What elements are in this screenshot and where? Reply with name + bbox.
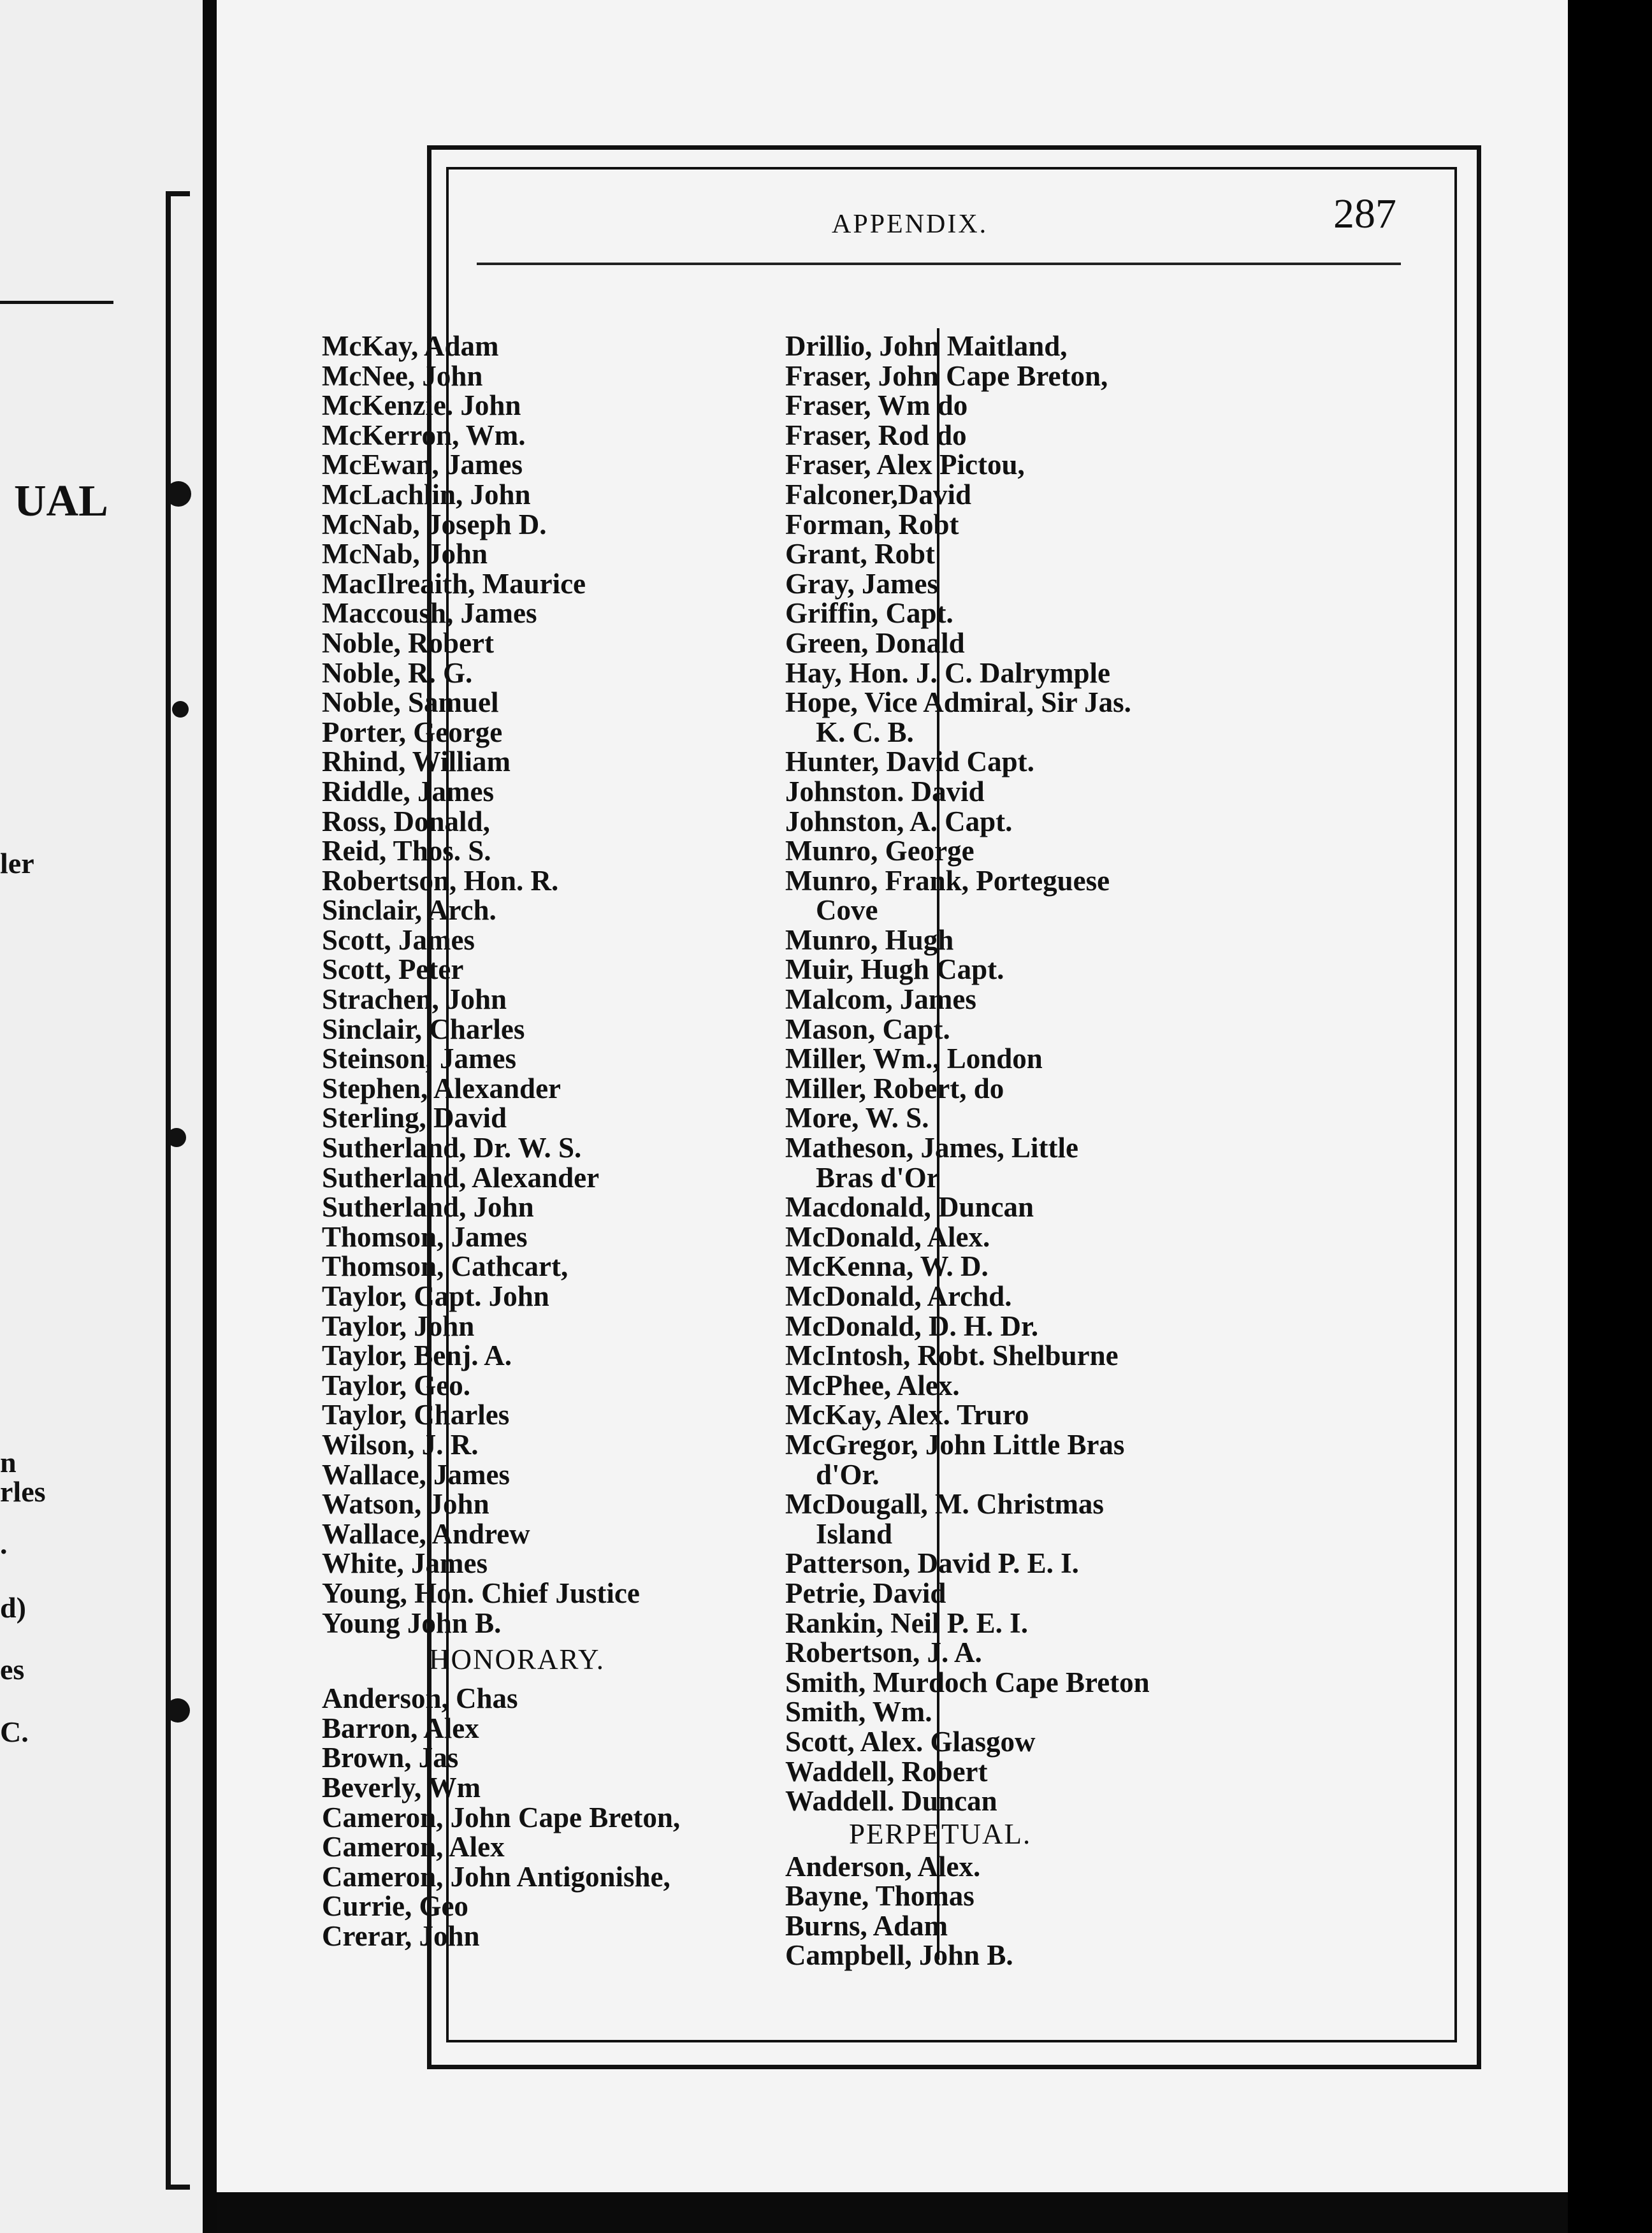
member-entry: Taylor, Capt. John: [322, 1280, 549, 1312]
member-entry: Wilson, J. R.: [322, 1428, 479, 1461]
member-entry: Muir, Hugh Capt.: [785, 953, 1004, 986]
honorary-entry: Currie, Geo: [322, 1890, 468, 1923]
member-entry: Rhind, William: [322, 746, 511, 778]
member-entry: Taylor, Charles: [322, 1399, 510, 1431]
left-page-edge: [0, 0, 203, 2233]
left-fragment: UAL: [14, 477, 108, 526]
honorary-entry: Anderson, Chas: [322, 1682, 518, 1715]
member-entry: Sterling, David: [322, 1102, 507, 1134]
member-entry: McNee, John: [322, 359, 483, 392]
member-entry: Scott, James: [322, 923, 475, 956]
binding-stitch: [166, 481, 191, 507]
member-entry: McDougall, M. Christmas: [785, 1488, 1104, 1521]
member-entry: Gray, James: [785, 567, 938, 600]
member-entry: Maccoush, James: [322, 597, 537, 630]
member-entry: Malcom, James: [785, 983, 976, 1016]
member-entry: Grant, Robt: [785, 538, 935, 570]
left-fragment: rles: [0, 1475, 46, 1508]
member-entry: Petrie, David: [785, 1577, 946, 1609]
member-entry: Miller, Robert, do: [785, 1072, 1004, 1104]
member-entry: Taylor, Geo.: [322, 1369, 470, 1401]
honorary-entry: Cameron, John Cape Breton,: [322, 1801, 681, 1833]
left-fragment: n: [0, 1446, 17, 1478]
member-entry: Rankin, Neil P. E. I.: [785, 1607, 1028, 1639]
honorary-entry: Beverly, Wm: [322, 1771, 481, 1803]
member-entry: Miller, Wm., London: [785, 1043, 1043, 1075]
member-entry: McKay, Alex. Truro: [785, 1399, 1029, 1431]
member-entry: Scott, Peter: [322, 953, 464, 986]
left-fragment: es: [0, 1653, 25, 1686]
header-rule: [477, 263, 1401, 265]
scan-edge-bottom: [217, 2192, 1568, 2233]
member-entry: Taylor, John: [322, 1310, 475, 1342]
member-entry: Johnston, A. Capt.: [785, 805, 1013, 837]
member-entry-continuation: d'Or.: [816, 1458, 880, 1491]
perpetual-heading: PERPETUAL.: [849, 1817, 1032, 1850]
member-entry: Riddle, James: [322, 775, 494, 807]
perpetual-entry: Bayne, Thomas: [785, 1880, 975, 1912]
member-entry: Noble, Robert: [322, 626, 494, 659]
member-entry-continuation: Island: [816, 1517, 893, 1550]
member-entry: Thomson, Cathcart,: [322, 1250, 569, 1283]
member-entry: Matheson, James, Little: [785, 1132, 1078, 1164]
page-title: APPENDIX.: [832, 210, 989, 239]
member-entry: McPhee, Alex.: [785, 1369, 960, 1401]
left-fragment: ler: [0, 847, 34, 879]
member-entry: Waddell, Robert: [785, 1755, 988, 1788]
member-entry: McNab, Joseph D.: [322, 508, 547, 540]
left-fragment: C.: [0, 1716, 29, 1748]
member-entry: Robertson, Hon. R.: [322, 864, 559, 897]
member-entry: Porter, George: [322, 716, 503, 748]
member-entry: McDonald, D. H. Dr.: [785, 1310, 1039, 1342]
member-entry: Watson, John: [322, 1488, 489, 1521]
member-entry: Fraser, John Cape Breton,: [785, 359, 1108, 392]
left-page-rule: [0, 301, 113, 304]
member-entry: McGregor, John Little Bras: [785, 1428, 1125, 1461]
member-entry: Sinclair, Arch.: [322, 894, 496, 927]
left-fragment: d): [0, 1591, 26, 1624]
member-entry: Fraser, Alex Pictou,: [785, 449, 1025, 481]
member-entry: Sutherland, Dr. W. S.: [322, 1132, 582, 1164]
member-entry: Reid, Thos. S.: [322, 835, 491, 867]
member-entry: Smith, Wm.: [785, 1696, 932, 1728]
member-entry: Patterson, David P. E. I.: [785, 1547, 1079, 1580]
member-entry: McKenzie. John: [322, 389, 521, 422]
member-entry: Hope, Vice Admiral, Sir Jas.: [785, 686, 1131, 719]
perpetual-entry: Burns, Adam: [785, 1909, 948, 1942]
member-entry: McDonald, Alex.: [785, 1220, 990, 1253]
member-entry: Sutherland, Alexander: [322, 1161, 600, 1194]
member-entry: Griffin, Capt.: [785, 597, 953, 630]
member-entry: Young, Hon. Chief Justice: [322, 1577, 640, 1609]
member-entry: Thomson, James: [322, 1220, 528, 1253]
member-entry: McIntosh, Robt. Shelburne: [785, 1340, 1119, 1372]
member-entry: Smith, Murdoch Cape Breton: [785, 1666, 1150, 1698]
member-entry: Sinclair, Charles: [322, 1013, 525, 1045]
honorary-heading: HONORARY.: [429, 1644, 605, 1676]
binding-stitch: [172, 701, 189, 718]
member-entry: Wallace, James: [322, 1458, 510, 1491]
member-entry: McEwan, James: [322, 449, 523, 481]
member-entry: McKerron, Wm.: [322, 419, 526, 451]
member-entry: Sutherland, John: [322, 1191, 534, 1224]
page-number: 287: [1333, 191, 1396, 237]
member-entry: MacIlreaith, Maurice: [322, 567, 586, 600]
member-entry: Stephen, Alexander: [322, 1072, 562, 1104]
member-entry: Munro, Frank, Porteguese: [785, 864, 1110, 897]
member-entry: Mason, Capt.: [785, 1013, 950, 1045]
member-entry: Munro, George: [785, 835, 975, 867]
member-entry: Waddell. Duncan: [785, 1785, 997, 1817]
book-spine: [203, 0, 217, 2233]
member-entry: White, James: [322, 1547, 488, 1580]
member-entry: Falconer,David: [785, 478, 972, 510]
binding-stitch: [166, 1698, 190, 1723]
member-entry: Munro, Hugh: [785, 923, 954, 956]
member-entry-continuation: Bras d'Or: [816, 1161, 939, 1194]
scan-edge-right: [1568, 0, 1652, 2233]
member-entry: Scott, Alex. Glasgow: [785, 1725, 1036, 1758]
member-entry: Noble, Samuel: [322, 686, 499, 719]
left-fragment: .: [0, 1528, 8, 1560]
member-entry: Steinson, James: [322, 1043, 517, 1075]
left-column: [322, 331, 680, 1951]
member-entry: McNab, John: [322, 538, 488, 570]
member-entry: Robertson, J. A.: [785, 1637, 982, 1669]
member-entry: Fraser, Rod do: [785, 419, 967, 451]
member-entry: Taylor, Benj. A.: [322, 1340, 512, 1372]
member-entry: Johnston. David: [785, 775, 985, 807]
perpetual-entry: Anderson, Alex.: [785, 1850, 981, 1883]
perpetual-entry: Campbell, John B.: [785, 1939, 1013, 1972]
member-entry: Drillio, John Maitland,: [785, 330, 1068, 362]
member-entry: Young John B.: [322, 1607, 502, 1639]
member-entry: McKenna, W. D.: [785, 1250, 989, 1283]
member-entry: Ross, Donald,: [322, 805, 490, 837]
member-entry: Noble, R. G.: [322, 656, 473, 689]
honorary-entry: Cameron, Alex: [322, 1831, 505, 1863]
honorary-entry: Barron, Alex: [322, 1712, 479, 1744]
honorary-entry: Cameron, John Antigonishe,: [322, 1860, 670, 1893]
binding-stitch: [167, 1128, 186, 1147]
member-entry: Hunter, David Capt.: [785, 746, 1034, 778]
member-entry: Hay, Hon. J. C. Dalrymple: [785, 656, 1111, 689]
member-entry-continuation: K. C. B.: [816, 716, 914, 748]
member-entry: Wallace, Andrew: [322, 1517, 530, 1550]
right-column: [785, 331, 1150, 1970]
honorary-entry: Crerar, John: [322, 1919, 480, 1952]
member-entry: Green, Donald: [785, 626, 965, 659]
member-entry: McLachlin, John: [322, 478, 531, 510]
member-entry: Fraser, Wm do: [785, 389, 968, 422]
member-entry: Strachen, John: [322, 983, 507, 1016]
member-entry: Macdonald, Duncan: [785, 1191, 1034, 1224]
honorary-entry: Brown, Jas: [322, 1742, 459, 1774]
member-entry: More, W. S.: [785, 1102, 929, 1134]
member-entry: McKay, Adam: [322, 330, 499, 362]
member-entry-continuation: Cove: [816, 894, 878, 927]
member-entry: McDonald, Archd.: [785, 1280, 1012, 1312]
member-entry: Forman, Robt: [785, 508, 959, 540]
